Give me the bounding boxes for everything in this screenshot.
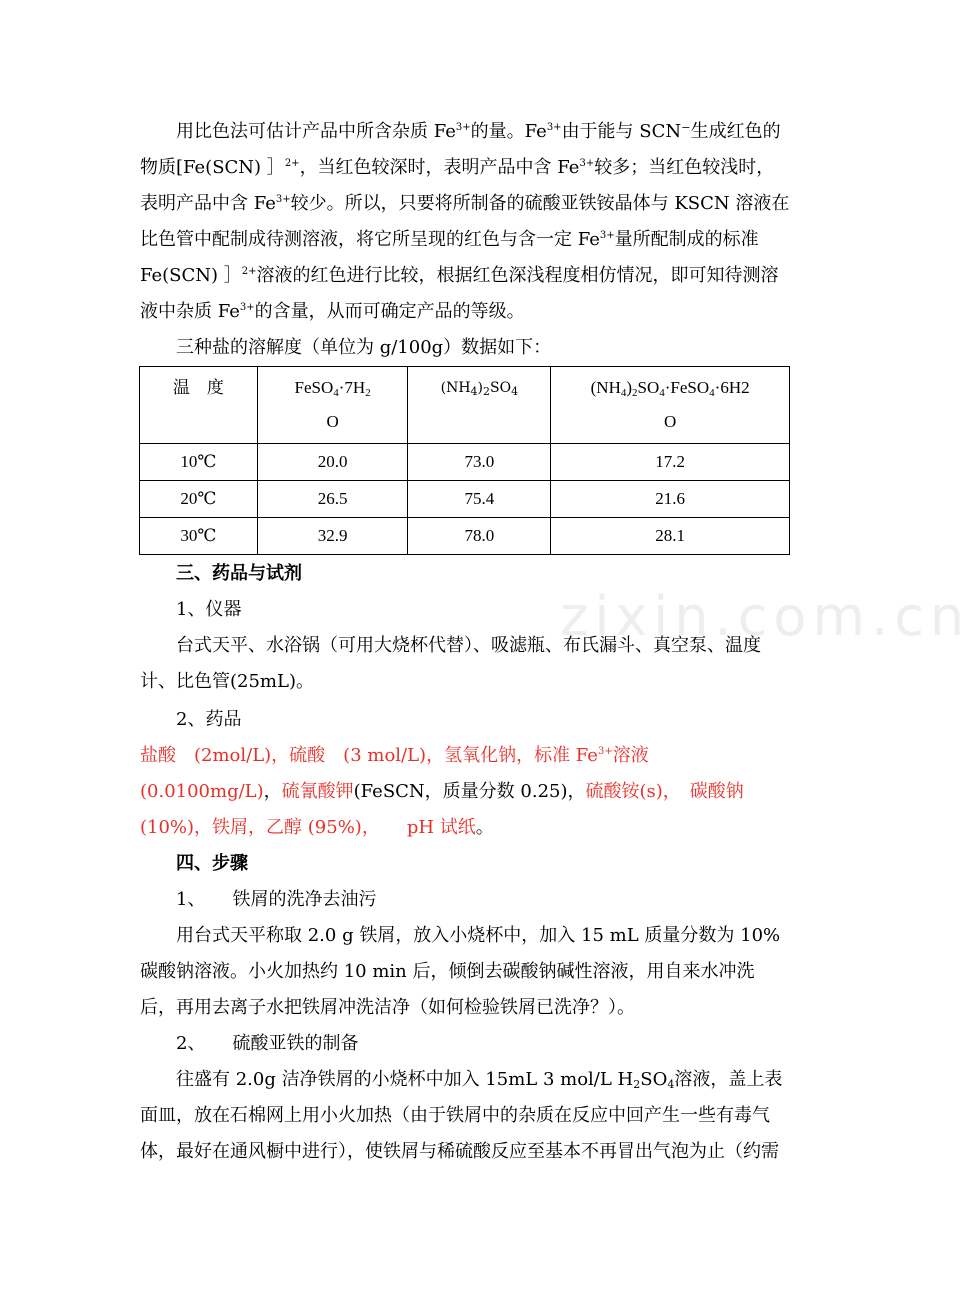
section-3-sub-2: 2、药品 (176, 709, 242, 730)
header-temperature: 温 度 (140, 367, 258, 444)
text: (FeSCN，质量分数 0.25)， (353, 781, 586, 802)
superscript: 3+ (599, 230, 615, 241)
section-3-title: 三、药品与试剂 (176, 563, 302, 584)
text: 溶液，盖上表面皿，放在石棉网上用小火加热（由于铁屑中的杂质在反应中回产生一些有毒气体，最好在通风橱中进行），使铁屑与稀硫酸反应至基本不再冒出气泡为止（约需 (140, 1069, 783, 1162)
cell-value: 26.5 (257, 481, 408, 518)
intro-paragraph (140, 114, 790, 330)
table-header-row (140, 367, 790, 444)
section-3-sub-1: 1、仪器 (176, 599, 242, 620)
cell-value: 21.6 (551, 481, 790, 518)
superscript: 3+ (579, 158, 595, 169)
text: 溶液的红色进行比较，根据红色深浅程度相仿情况，即可知待测溶液中杂质 Fe (140, 265, 779, 322)
table-row (140, 481, 790, 518)
step-1-text: 用台式天平称取 2.0 g 铁屑，放入小烧杯中，加入 15 mL 质量分数为 10%碳酸钠溶液。小火加热约 10 min 后，倾倒去碳酸钠碱性溶液，用自来水冲洗后，再用去离子水把铁屑冲洗洁净（如何检验铁屑已洗净？）。 (140, 925, 781, 1018)
superscript: 2+ (284, 158, 300, 169)
section-4-title: 四、步骤 (176, 853, 248, 874)
superscript: 3+ (546, 122, 562, 133)
text: SO (640, 1069, 668, 1090)
header-nh4-2so4: $(NH_4)_2SO_4$ (408, 367, 551, 444)
text: 的量。Fe (470, 121, 547, 142)
subscript: 2 (633, 1078, 641, 1091)
cell-value: 75.4 (408, 481, 551, 518)
text: 较少。所以，只要将所制备的硫酸亚铁铵晶体与 KSCN 溶液在比色管中配制成待测溶液，将它所呈现的红色与含一定 Fe (140, 193, 790, 250)
text: 的含量，从而可确定产品的等级。 (254, 301, 525, 322)
cell-temp: 10℃ (140, 444, 258, 481)
cell-value: 17.2 (551, 444, 790, 481)
text: ， (263, 781, 282, 802)
table-caption: 三种盐的溶解度（单位为 g/100g）数据如下： (176, 337, 552, 358)
reagents-text (140, 738, 790, 846)
table-row (140, 444, 790, 481)
step-2-heading: 2、 硫酸亚铁的制备 (176, 1033, 359, 1054)
step-2-text (140, 1062, 790, 1170)
subscript: 4 (667, 1078, 675, 1091)
text: 较多；当红色较浅时，表明产品中含 Fe (140, 157, 775, 214)
text: 硫酸铵(s)， 碳酸钠(10%)，铁屑，乙醇 (95%)， pH 试纸 (140, 781, 744, 838)
text: 。 (475, 817, 494, 838)
cell-value: 73.0 (408, 444, 551, 481)
step-1-heading: 1、 铁屑的洗净去油污 (176, 889, 377, 910)
text: 用比色法可估计产品中所含杂质 Fe (176, 121, 456, 142)
text: 往盛有 2.0g 洁净铁屑的小烧杯中加入 15mL 3 mol/L H (176, 1069, 634, 1090)
text: 硫氰酸钾 (281, 781, 354, 802)
table-row (140, 518, 790, 555)
superscript: 3+ (597, 746, 613, 757)
cell-value: 28.1 (551, 518, 790, 555)
cell-temp: 30℃ (140, 518, 258, 555)
cell-temp: 20℃ (140, 481, 258, 518)
text: ，当红色较深时，表明产品中含 Fe (299, 157, 580, 178)
watermark: zixin.com.cn (560, 585, 970, 648)
cell-value: 78.0 (408, 518, 551, 555)
text: 溶液(0.0100mg/L) (140, 745, 649, 802)
text: 盐酸 (2mol/L)，硫酸 (3 mol/L)，氢氧化钠，标准 Fe (140, 745, 598, 766)
superscript: 3+ (239, 302, 255, 313)
text: 量所配制成的标准 Fe(SCN) ］ (140, 229, 759, 286)
superscript: 3+ (455, 122, 471, 133)
superscript: 2+ (241, 266, 257, 277)
instruments-text: 台式天平、水浴锅（可用大烧杯代替）、吸滤瓶、布氏漏斗、真空泵、温度计、比色管(25mL)。 (140, 635, 761, 692)
superscript: 3+ (275, 194, 291, 205)
cell-value: 32.9 (257, 518, 408, 555)
solubility-table (139, 366, 790, 555)
header-double-salt: $(NH_4)_2SO_4\cdot FeSO_4\cdot 6H2$ O (551, 367, 790, 444)
header-feso4: $FeSO_4\cdot 7H_2$ O (257, 367, 408, 444)
cell-value: 20.0 (257, 444, 408, 481)
text: 由于能与 SCN⁻生成红色的物质[Fe(SCN) ］ (140, 121, 781, 178)
